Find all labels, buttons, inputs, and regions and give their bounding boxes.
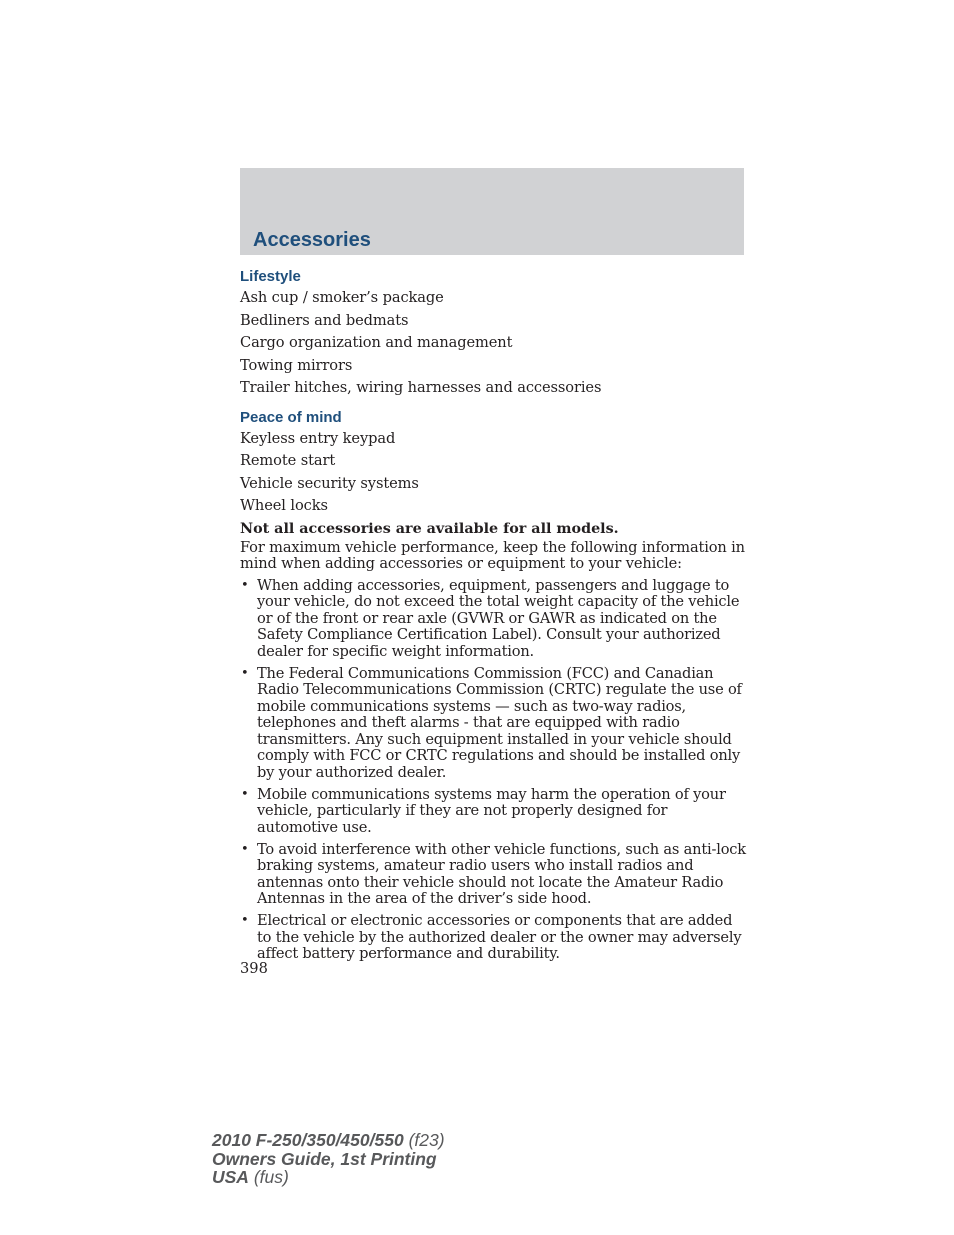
bullet-icon: • xyxy=(241,786,249,802)
bullet-icon: • xyxy=(241,665,249,681)
footer-line-model xyxy=(212,1131,445,1150)
bullet-item xyxy=(240,913,746,963)
list-item: Wheel locks xyxy=(240,497,328,514)
bullet-text: Mobile communications systems may harm the operation of your vehicle, particularly if they are not properly designed for automotive use. xyxy=(257,785,726,836)
footer-model: 2010 F-250/350/450/550 xyxy=(212,1130,404,1150)
bullet-icon: • xyxy=(241,913,249,929)
bullet-text: To avoid interference with other vehicle functions, such as anti-lock braking systems, amateur radio users who install radios and antennas onto their vehicle should not locate the Amateur Radio Antennas in the area of the driver’s side hood. xyxy=(257,840,746,908)
list-item: Towing mirrors xyxy=(240,356,353,374)
list-item: Keyless entry keypad xyxy=(240,429,396,447)
intro-paragraph: For maximum vehicle performance, keep the following information in mind when adding accessories or equipment to your vehicle: xyxy=(240,538,745,573)
peace-of-mind-list xyxy=(240,428,746,518)
list-item: Bedliners and bedmats xyxy=(240,311,409,329)
bullet-item xyxy=(240,666,746,782)
list-item: Cargo organization and management xyxy=(240,334,513,351)
bullet-text: The Federal Communications Commission (FCC) and Canadian Radio Telecommunications Commission (CRTC) regulate the use of mobile communications systems — such as two-way radios, telephones and theft alarms - that are equipped with radio transmitters. Any such equipment installed in your vehicle should comply with FCC or CRTC regulations and should be installed only by your authorized dealer. xyxy=(257,664,742,781)
bullet-text: Electrical or electronic accessories or components that are added to the vehicle by the authorized dealer or the owner may adversely affect battery performance and durability. xyxy=(257,912,742,963)
footer-market: USA xyxy=(212,1167,249,1187)
lifestyle-heading: Lifestyle xyxy=(240,268,301,285)
page-number: 398 xyxy=(240,960,268,977)
guidance-bullet-list xyxy=(240,578,746,963)
bullet-icon: • xyxy=(241,841,249,857)
page-content xyxy=(240,267,746,968)
lifestyle-list xyxy=(240,287,746,400)
footer-printing: Owners Guide, 1st Printing xyxy=(212,1148,437,1169)
list-item: Remote start xyxy=(240,452,336,469)
list-item: Trailer hitches, wiring harnesses and accessories xyxy=(240,379,602,396)
bullet-item xyxy=(240,578,746,661)
section-title: Accessories xyxy=(253,229,371,251)
list-item: Ash cup / smoker’s package xyxy=(240,289,444,306)
document-footer xyxy=(212,1131,445,1187)
availability-note: Not all accessories are available for all models. xyxy=(240,520,619,537)
bullet-item xyxy=(240,842,746,908)
section-header-band xyxy=(240,168,744,255)
bullet-item xyxy=(240,787,746,837)
footer-model-code: (f23) xyxy=(403,1130,445,1150)
footer-line-market xyxy=(212,1168,445,1187)
bullet-text: When adding accessories, equipment, passengers and luggage to your vehicle, do not exceed the total weight capacity of the vehicle or of the front or rear axle (GVWR or GAWR as indicated on the Safety Compliance Certification Label). Consult your authorized dealer for specific weight information. xyxy=(257,576,740,660)
footer-market-code: (fus) xyxy=(248,1167,289,1187)
bullet-icon: • xyxy=(241,577,249,593)
peace-of-mind-heading: Peace of mind xyxy=(240,408,342,426)
list-item: Vehicle security systems xyxy=(240,474,419,492)
